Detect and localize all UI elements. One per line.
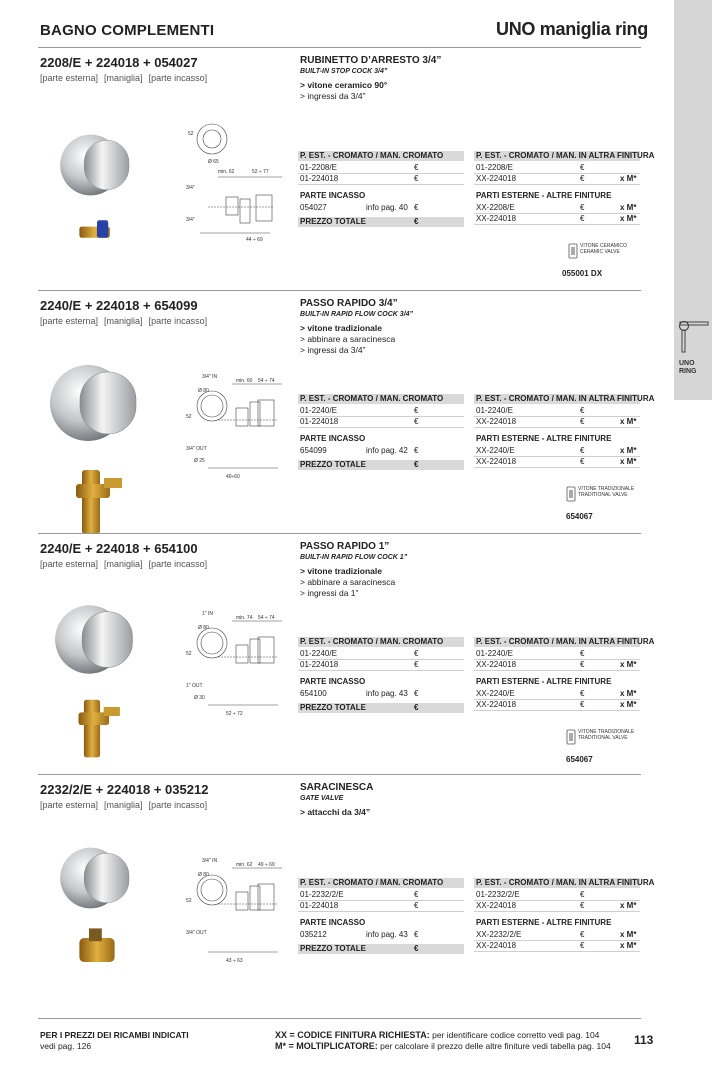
euro-sign: € [414,406,419,415]
price-row [474,890,640,900]
product-section [38,290,655,530]
finish-price-table [474,151,655,241]
part-label: [maniglia] [104,800,143,810]
row-separator [474,184,640,185]
price-row [474,649,640,659]
multiplier: x M* [620,660,637,669]
table-header: P. EST. - CROMATO / MAN. CROMATO [298,878,464,888]
handle-knob [82,612,132,668]
technical-drawing-svg [178,117,298,247]
price-row [474,417,640,427]
section-divider [38,47,641,48]
svg-text:Ø 80: Ø 80 [198,388,209,394]
product-section [38,533,655,773]
table-header: P. EST. - CROMATO / MAN. CROMATO [298,637,464,647]
article-code: XX-224018 [476,700,517,709]
total-row [298,944,464,954]
article-code: 01-2208/E [476,163,513,172]
ring-handle-icon [678,318,710,354]
euro-sign: € [580,649,585,658]
total-label: PREZZO TOTALE [300,703,366,712]
part-label: [parte incasso] [148,73,208,83]
price-row [474,941,640,951]
euro-sign: € [414,944,419,953]
article-code: 01-2240/E [300,649,337,658]
price-row [298,649,464,659]
price-row [474,203,640,213]
incasso-row [298,930,464,940]
euro-sign: € [414,689,419,698]
feature-item: > vitone tradizionale [300,323,382,333]
product-title: RUBINETTO D’ARRESTO 3/4” [300,55,442,66]
euro-sign: € [414,217,419,226]
table-header: P. EST. - CROMATO / MAN. IN ALTRA FINITURA [476,637,655,646]
svg-text:52: 52 [188,131,194,137]
svg-text:Ø 80: Ø 80 [198,872,209,878]
article-code: XX-224018 [476,174,517,183]
euro-sign: € [414,174,419,183]
feature-item: > abbinare a saracinesca [300,334,396,344]
euro-sign: € [414,163,419,172]
part-label: [parte esterna] [40,316,99,326]
svg-text:52: 52 [186,414,192,420]
table-header: P. EST. - CROMATO / MAN. IN ALTRA FINITURA [476,151,655,160]
product-section [38,774,655,1014]
table-header: PARTE INCASSO [300,434,366,443]
product-subtitle: GATE VALVE [300,795,344,802]
euro-sign: € [414,703,419,712]
svg-text:min. 60: min. 60 [236,378,253,384]
product-photo [46,842,156,1007]
incasso-code: 654100 [300,689,327,698]
table-header: P. EST. - CROMATO / MAN. CROMATO [298,394,464,404]
table-header: PARTE INCASSO [300,191,366,200]
feature-list [300,323,395,356]
euro-sign: € [580,700,585,709]
concealed-body [79,220,109,238]
concealed-body [76,470,122,534]
euro-sign: € [580,901,585,910]
product-parts [40,73,213,83]
technical-drawing [178,609,298,744]
product-subtitle: BUILT-IN RAPID FLOW COCK 1” [300,554,408,561]
product-code: 2240/E + 224018 + 654100 [40,541,198,556]
multiplier: x M* [620,457,637,466]
table-header: PARTI ESTERNE - ALTRE FINITURE [476,918,612,927]
info-ref: info pag. 40 [366,203,408,212]
svg-text:43 ÷ 63: 43 ÷ 63 [226,958,243,964]
multiplier: x M* [620,689,637,698]
section-divider [38,290,641,291]
svg-text:Ø 30: Ø 30 [194,695,205,701]
product-photo-svg [46,599,156,779]
euro-sign: € [414,890,419,899]
svg-text:52 ÷ 77: 52 ÷ 77 [252,169,269,175]
page-number: 113 [634,1033,654,1047]
euro-sign: € [580,174,585,183]
svg-text:54 ÷ 74: 54 ÷ 74 [258,615,275,621]
svg-text:min. 62: min. 62 [236,862,253,868]
article-code: XX-2240/E [476,446,515,455]
section-divider [38,533,641,534]
article-code: 01-2232/2/E [300,890,344,899]
table-header: PARTI ESTERNE - ALTRE FINITURE [476,434,612,443]
handle-knob [84,853,129,903]
price-row [474,446,640,456]
side-tab [674,0,712,400]
svg-text:1" IN: 1" IN [202,611,213,617]
product-section [38,47,655,287]
total-row [298,703,464,713]
part-label: [maniglia] [104,316,143,326]
finish-price-table [474,637,655,727]
svg-text:3/4" IN: 3/4" IN [202,858,218,864]
price-row [474,689,640,699]
svg-text:Ø 65: Ø 65 [208,159,219,165]
technical-drawing-svg [178,609,298,739]
total-label: PREZZO TOTALE [300,460,366,469]
valve-label: VITONE TRADIZIONALE TRADITIONAL VALVE [578,729,635,741]
svg-text:40÷60: 40÷60 [226,474,240,480]
feature-item: > ingressi da 1” [300,588,359,598]
product-title: PASSO RAPIDO 3/4” [300,298,398,309]
price-row [474,163,640,173]
table-header: P. EST. - CROMATO / MAN. IN ALTRA FINITURA [476,878,655,887]
row-separator [298,670,464,671]
euro-sign: € [580,660,585,669]
multiplier: x M* [620,930,637,939]
feature-item: > ingressi da 3/4” [300,91,366,101]
price-row [474,214,640,224]
product-subtitle: BUILT-IN STOP COCK 3/4” [300,68,388,75]
product-code: 2232/2/E + 224018 + 035212 [40,782,209,797]
multiplier: x M* [620,417,637,426]
svg-text:52: 52 [186,898,192,904]
feature-item: > ingressi da 3/4” [300,345,366,355]
euro-sign: € [414,203,419,212]
section-divider [38,774,641,775]
article-code: XX-2232/2/E [476,930,522,939]
part-label: [parte esterna] [40,559,99,569]
info-ref: info pag. 43 [366,689,408,698]
euro-sign: € [580,163,585,172]
footer-left-note: PER I PREZZI DEI RICAMBI INDICATI vedi pag. 126 [40,1030,189,1051]
part-label: [maniglia] [104,73,143,83]
euro-sign: € [414,446,419,455]
price-row [298,174,464,184]
row-separator [474,224,640,225]
article-code: XX-224018 [476,660,517,669]
multiplier: x M* [620,446,637,455]
valve-label: VITONE TRADIZIONALE TRADITIONAL VALVE [578,486,635,498]
valve-icon [566,486,576,502]
svg-text:3/4" OUT: 3/4" OUT [186,930,207,936]
product-title: SARACINESCA [300,782,374,793]
svg-text:1" OUT: 1" OUT [186,683,203,689]
price-row [474,174,640,184]
article-code: 01-224018 [300,901,339,910]
multiplier: x M* [620,941,637,950]
article-code: XX-2208/E [476,203,515,212]
price-row [298,890,464,900]
euro-sign: € [414,460,419,469]
handle-knob [80,372,136,434]
euro-sign: € [580,446,585,455]
svg-text:3/4" OUT: 3/4" OUT [186,446,207,452]
part-label: [parte esterna] [40,800,99,810]
finish-price-table [474,878,655,968]
technical-drawing [178,117,298,252]
incasso-row [298,446,464,456]
chrome-price-table [298,637,464,727]
feature-list [300,80,387,102]
svg-text:49 ÷ 69: 49 ÷ 69 [258,862,275,868]
svg-text:min. 62: min. 62 [218,169,235,175]
total-row [298,217,464,227]
row-separator [298,911,464,912]
finish-price-table [474,394,655,484]
incasso-row [298,203,464,213]
row-separator [474,427,640,428]
table-header: P. EST. - CROMATO / MAN. IN ALTRA FINITURA [476,394,655,403]
product-parts [40,800,213,810]
svg-text:44 ÷ 69: 44 ÷ 69 [246,237,263,243]
article-code: 01-2240/E [476,406,513,415]
row-separator [474,710,640,711]
side-tab-label: UNO RING [679,360,697,375]
multiplier: x M* [620,214,637,223]
valve-code: 654067 [566,755,593,764]
incasso-code: 654099 [300,446,327,455]
concealed-body [79,928,114,962]
row-separator [298,184,464,185]
article-code: 01-2208/E [300,163,337,172]
product-code: 2208/E + 224018 + 054027 [40,55,198,70]
article-code: 01-224018 [300,417,339,426]
feature-list [300,807,370,818]
product-code: 2240/E + 224018 + 654099 [40,298,198,313]
row-separator [298,427,464,428]
price-row [474,406,640,416]
article-code: 01-2240/E [300,406,337,415]
svg-text:3/4": 3/4" [186,217,195,223]
svg-text:Ø 25: Ø 25 [194,458,205,464]
chrome-price-table [298,878,464,968]
article-code: 01-224018 [300,174,339,183]
multiplier: x M* [620,901,637,910]
valve-code: 654067 [566,512,593,521]
product-parts [40,316,213,326]
part-label: [parte incasso] [148,800,208,810]
svg-text:min. 74: min. 74 [236,615,253,621]
technical-drawing-svg [178,372,298,502]
table-header: PARTI ESTERNE - ALTRE FINITURE [476,191,612,200]
table-header: PARTI ESTERNE - ALTRE FINITURE [476,677,612,686]
svg-text:3/4" IN: 3/4" IN [202,374,218,380]
price-row [298,406,464,416]
chrome-price-table [298,151,464,241]
row-separator [474,467,640,468]
euro-sign: € [414,417,419,426]
chrome-price-table [298,394,464,484]
page-header-category: BAGNO COMPLEMENTI [40,22,215,39]
valve-label: VITONE CERAMICO CERAMIC VALVE [580,243,627,255]
article-code: XX-224018 [476,417,517,426]
product-photo [46,599,156,784]
svg-text:52: 52 [186,651,192,657]
part-label: [parte incasso] [148,559,208,569]
svg-text:3/4": 3/4" [186,185,195,191]
article-code: XX-224018 [476,941,517,950]
euro-sign: € [580,457,585,466]
multiplier: x M* [620,203,637,212]
valve-code: 055001 DX [562,269,603,278]
euro-sign: € [580,941,585,950]
part-label: [parte incasso] [148,316,208,326]
multiplier: x M* [620,174,637,183]
euro-sign: € [580,214,585,223]
product-parts [40,559,213,569]
euro-sign: € [580,203,585,212]
product-photo [46,129,156,294]
price-row [474,901,640,911]
part-label: [parte esterna] [40,73,99,83]
feature-item: > vitone tradizionale [300,566,382,576]
svg-text:54 ÷ 74: 54 ÷ 74 [258,378,275,384]
table-header: PARTE INCASSO [300,677,366,686]
product-subtitle: BUILT-IN RAPID FLOW COCK 3/4” [300,311,414,318]
euro-sign: € [580,689,585,698]
svg-text:52 ÷ 72: 52 ÷ 72 [226,711,243,717]
euro-sign: € [414,649,419,658]
row-separator [474,670,640,671]
feature-list [300,566,395,599]
feature-item: > vitone ceramico 90° [300,80,388,90]
page-header-collection: UNO maniglia ring [496,19,648,39]
total-row [298,460,464,470]
product-photo-svg [46,129,156,289]
table-header: P. EST. - CROMATO / MAN. CROMATO [298,151,464,161]
feature-item: > attacchi da 3/4” [300,807,371,817]
part-label: [maniglia] [104,559,143,569]
price-row [474,660,640,670]
technical-drawing [178,856,298,991]
article-code: XX-224018 [476,457,517,466]
price-row [298,901,464,911]
row-separator [474,911,640,912]
price-row [474,457,640,467]
multiplier: x M* [620,700,637,709]
total-label: PREZZO TOTALE [300,944,366,953]
valve-icon [566,729,576,745]
incasso-code: 054027 [300,203,327,212]
product-title: PASSO RAPIDO 1” [300,541,390,552]
euro-sign: € [580,417,585,426]
euro-sign: € [580,406,585,415]
total-label: PREZZO TOTALE [300,217,366,226]
article-code: 01-2240/E [476,649,513,658]
price-row [474,700,640,710]
euro-sign: € [580,890,585,899]
incasso-code: 035212 [300,930,327,939]
handle-knob [84,140,129,190]
footer-divider [38,1018,641,1019]
euro-sign: € [414,901,419,910]
footer-legend: XX = CODICE FINITURA RICHIESTA: per identificare codice corretto vedi pag. 104 M* = MOLTIPLICATORE: per calcolare il prezzo delle altre finiture vedi tabella pag. 104 [275,1030,611,1051]
product-photo-svg [46,842,156,1002]
technical-drawing [178,372,298,507]
euro-sign: € [414,930,419,939]
price-row [474,930,640,940]
info-ref: info pag. 43 [366,930,408,939]
svg-text:Ø 80: Ø 80 [198,625,209,631]
article-code: 01-2232/2/E [476,890,520,899]
info-ref: info pag. 42 [366,446,408,455]
article-code: 01-224018 [300,660,339,669]
article-code: XX-224018 [476,214,517,223]
euro-sign: € [580,930,585,939]
article-code: XX-2240/E [476,689,515,698]
table-header: PARTE INCASSO [300,918,366,927]
price-row [298,417,464,427]
price-row [298,660,464,670]
concealed-body [79,700,120,758]
euro-sign: € [414,660,419,669]
product-photo-svg [46,358,156,558]
article-code: XX-224018 [476,901,517,910]
price-row [298,163,464,173]
row-separator [474,951,640,952]
feature-item: > abbinare a saracinesca [300,577,396,587]
incasso-row [298,689,464,699]
technical-drawing-svg [178,856,298,986]
valve-icon [568,243,578,259]
